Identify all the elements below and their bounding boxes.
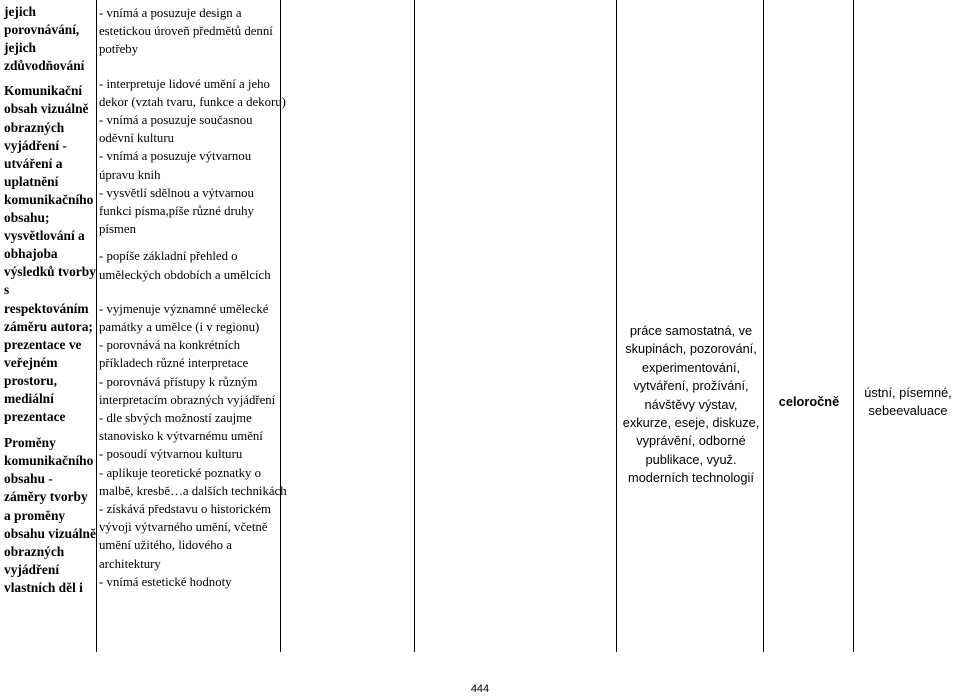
outcome-item: - vnímá estetické hodnoty [99,574,232,589]
outcome-item: - porovnává přístupy k různým interpretacím obrazných vyjádření [99,374,276,407]
outcome-item: - získává představu o historickém vývoji výtvarného umění, včetně umění užitého, lidového a architektury [99,502,271,571]
outcome-item: - interpretuje lidové umění a jeho dekor (vztah tvaru, funkce a dekoru) [99,76,286,109]
methods-cell: práce samostatná, ve skupinách, pozorování, experimentování, vytváření, prožívání, návštěvy výstav, exkurze, eseje, diskuze, vyprávění, odborné publikace, využ. moderních technologií [622,323,760,486]
outcomes-column [99,0,289,591]
column-divider [763,0,764,652]
page-number: 444 [470,683,490,695]
outcome-item: - aplikuje teoretické poznatky o malbě, kresbě…a dalších technikách [99,465,287,498]
column-divider [853,0,854,652]
topic-block: Proměny komunikačního obsahu - záměry tvorby a proměny obsahu vizuálně obrazných vyjádření vlastních děl i [4,435,96,595]
outcome-item: - popíše základní přehled o uměleckých obdobích a umělcích [99,249,271,282]
outcome-item: - vyjmenuje významné umělecké památky a umělce (i v regionu) [99,301,269,335]
topic-block: Komunikační obsah vizuálně obrazných vyjádření - utváření a uplatnění komunikačního obsahu; vysvětlování a obhajoba výsledků tvorby s respektováním záměru autora; prezentace ve veřejném prostoru, mediální prezentace [4,83,96,425]
outcome-item: - dle sbvých možností zaujme stanovisko k výtvarnému umění [99,411,263,444]
outcome-item: - vnímá a posuzuje design a estetickou úroveň předmětů denní potřeby [99,6,273,57]
column-divider [414,0,415,652]
timing-cell: celoročně [778,394,840,409]
outcome-item: - porovnává na konkrétních příkladech různé interpretace [99,338,249,371]
column-divider [96,0,97,652]
assessment-cell: ústní, písemné, sebeevaluace [864,385,952,419]
topics-column [4,0,96,597]
outcome-item: - vnímá a posuzuje současnou oděvní kulturu [99,113,253,146]
outcome-item: - vysvětlí sdělnou a výtvarnou funkci písma,píše různé druhy písmen [99,185,254,237]
column-divider [616,0,617,652]
outcome-item: - posoudí výtvarnou kulturu [99,447,243,462]
topic-block: jejich porovnávání, jejich zdůvodňování [4,4,85,74]
outcome-item: - vnímá a posuzuje výtvarnou úpravu knih [99,149,252,182]
